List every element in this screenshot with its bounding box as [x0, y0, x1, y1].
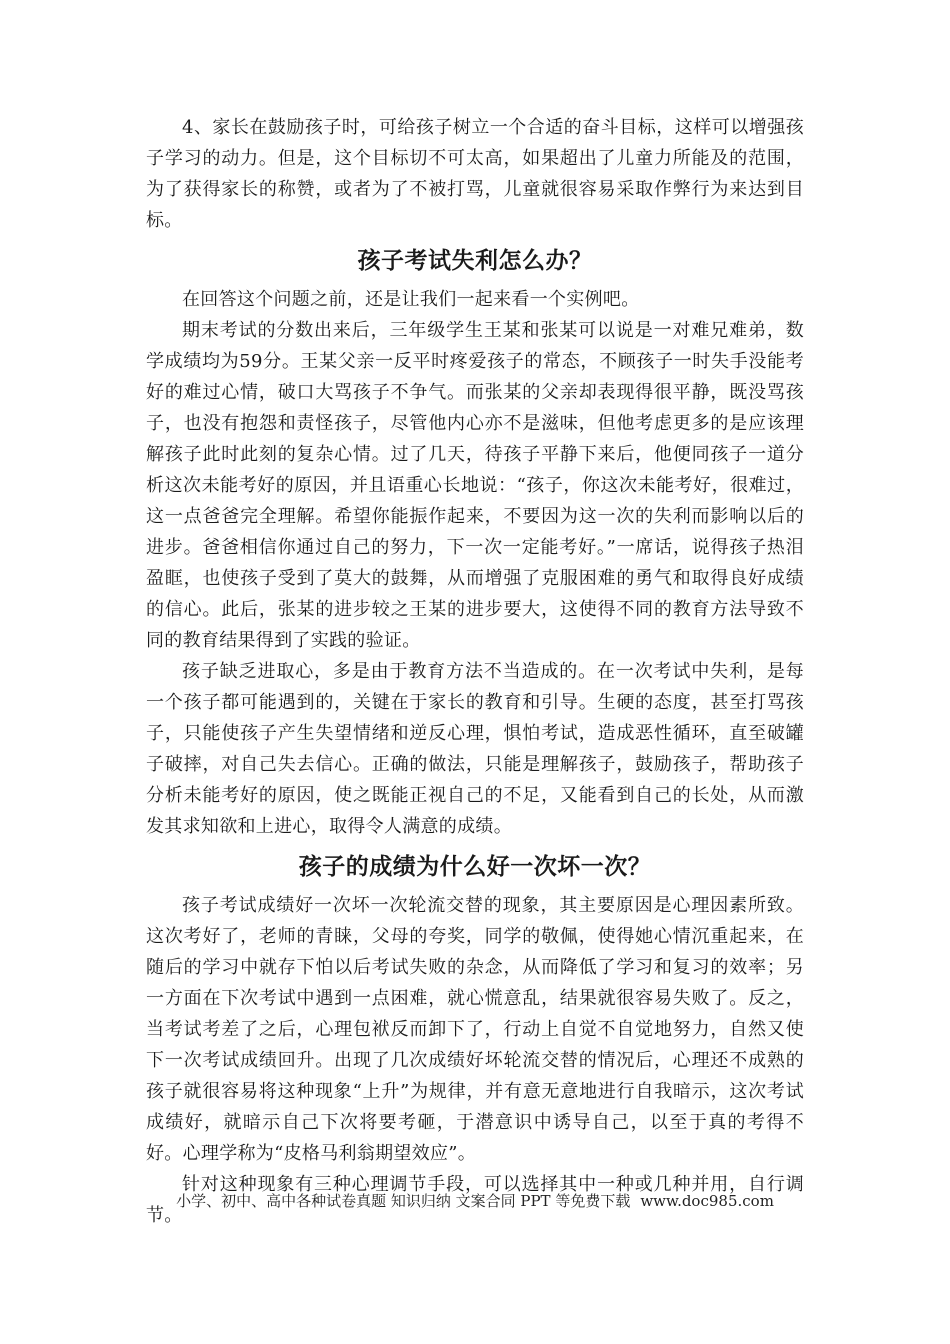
- paragraph: 在回答这个问题之前，还是让我们一起来看一个实例吧。: [182, 289, 640, 310]
- document-body: [146, 112, 804, 1231]
- paragraph: 针对这种现象有三种心理调节手段，可以选择其中一种或几种并用，自行调节。: [146, 1174, 804, 1226]
- page-footer: [0, 1190, 950, 1212]
- paragraph: 孩子考试成绩好一次坏一次轮流交替的现象，其主要原因是心理因素所致。这次考好了，老师的青睐，父母的夸奖，同学的敬佩，使得她心情沉重起来，在随后的学习中就存下怕以后考试失败的杂念，从而降低了学习和复习的效率；另一方面在下次考试中遇到一点困难，就心慌意乱，结果就很容易失败了。反之，当考试考差了之后，心理包袱反而卸下了，行动上自觉不自觉地努力，自然又使下一次考试成绩回升。出现了几次成绩好坏轮流交替的情况后，心理还不成熟的孩子就很容易将这种现象“上升”为规律，并有意无意地进行自我暗示，这次考试成绩好，就暗示自己下次将要考砸，于潜意识中诱导自己，以至于真的考得不好。心理学称为“皮格马利翁期望效应”。: [146, 895, 804, 1164]
- paragraph: 孩子缺乏进取心，多是由于教育方法不当造成的。在一次考试中失利，是每一个孩子都可能遇到的，关键在于家长的教育和引导。生硬的态度，甚至打骂孩子，只能使孩子产生失望情绪和逆反心理，惧怕考试，造成恶性循环，直至破罐子破摔，对自己失去信心。正确的做法，只能是理解孩子，鼓励孩子，帮助孩子分析未能考好的原因，使之既能正视自己的不足，又能看到自己的长处，从而激发其求知欲和上进心，取得令人满意的成绩。: [146, 661, 804, 837]
- section-title-grade-fluctuation: 孩子的成绩为什么好一次坏一次？: [298, 854, 652, 880]
- paragraph-intro: 4、家长在鼓励孩子时，可给孩子树立一个合适的奋斗目标，这样可以增强孩子学习的动力。但是，这个目标切不可太高，如果超出了儿童力所能及的范围，为了获得家长的称赞，或者为了不被打骂，儿童就很容易采取作弊行为来达到目标。: [146, 117, 804, 231]
- section-title-exam-failure: 孩子考试失利怎么办？: [357, 248, 593, 274]
- paragraph: 期末考试的分数出来后，三年级学生王某和张某可以说是一对难兄难弟，数学成绩均为59分。王某父亲一反平时疼爱孩子的常态，不顾孩子一时失手没能考好的难过心情，破口大骂孩子不争气。而张某的父亲却表现得很平静，既没骂孩子，也没有抱怨和责怪孩子，尽管他内心亦不是滋味，但他考虑更多的是应该理解孩子此时此刻的复杂心情。过了几天，待孩子平静下来后，他便同孩子一道分析这次未能考好的原因，并且语重心长地说：“孩子，你这次未能考好，很难过，这一点爸爸完全理解。希望你能振作起来，不要因为这一次的失利而影响以后的进步。爸爸相信你通过自己的努力，下一次一定能考好。”一席话，说得孩子热泪盈眶，也使孩子受到了莫大的鼓舞，从而增强了克服困难的勇气和取得良好成绩的信心。此后，张某的进步较之王某的进步要大，这使得不同的教育方法导致不同的教育结果得到了实践的验证。: [146, 320, 804, 651]
- footer-site-link[interactable]: www.doc985.com: [640, 1192, 774, 1210]
- footer-text: 小学、初中、高中各种试卷真题 知识归纳 文案合同 PPT 等免费下载: [176, 1192, 631, 1210]
